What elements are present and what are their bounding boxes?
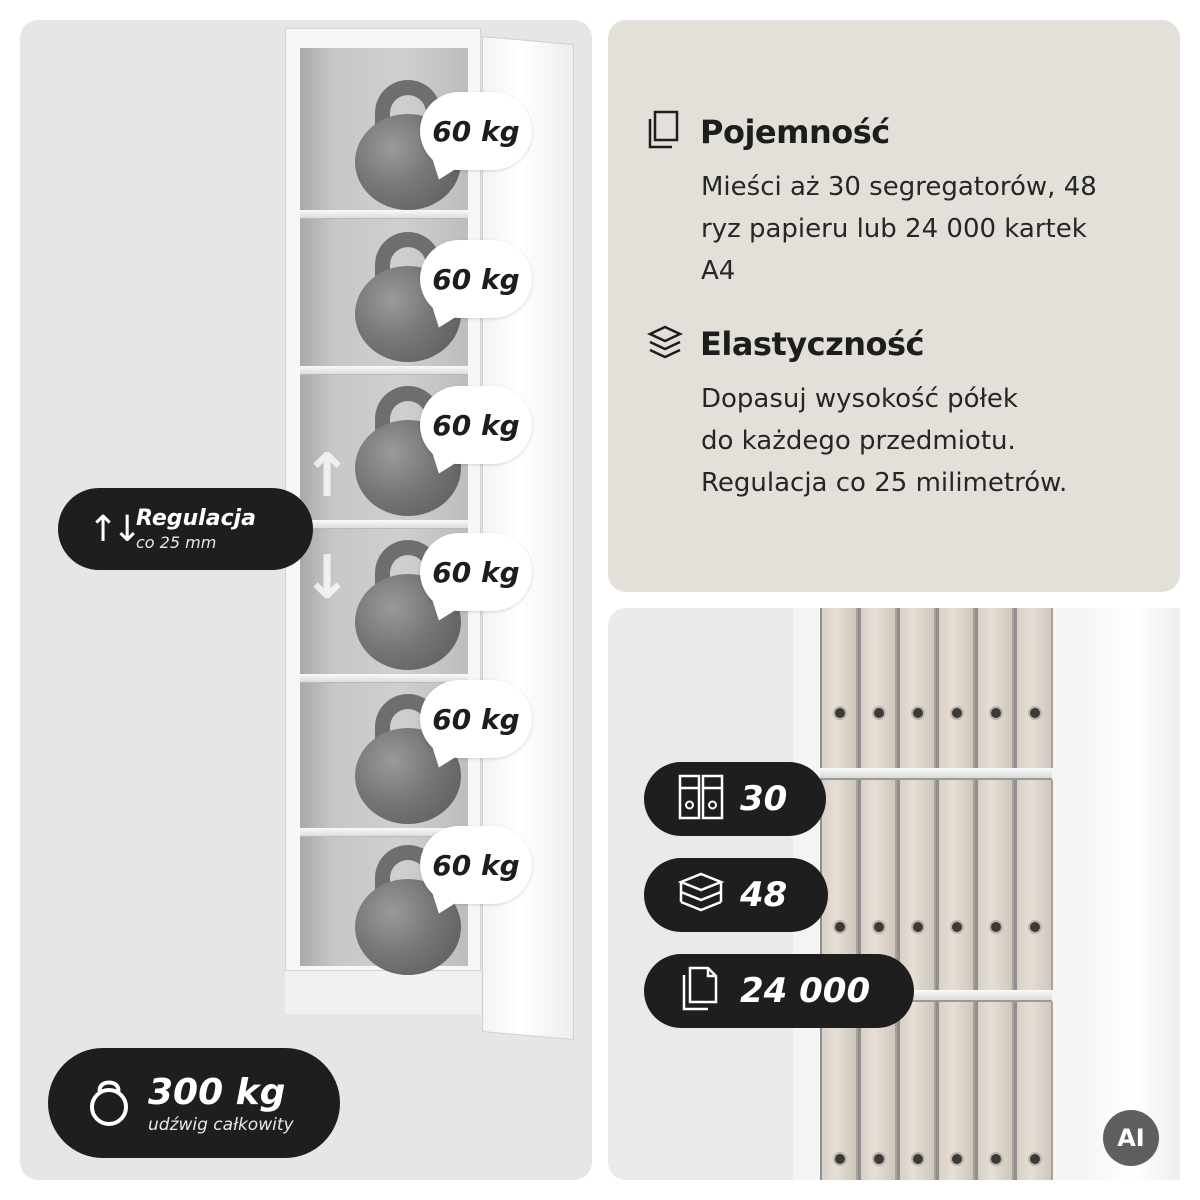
- feature-text-line: Regulacja co 25 milimetrów.: [701, 468, 1068, 498]
- binder: [900, 780, 936, 990]
- binder-ring-hole: [1028, 706, 1042, 720]
- binder-ring-hole: [950, 706, 964, 720]
- binder-ring-hole: [989, 1152, 1003, 1166]
- binder-ring-hole: [989, 706, 1003, 720]
- binder: [939, 780, 975, 990]
- shelf-load-label: 60 kg: [420, 240, 532, 318]
- stat-sheets-value: 24 000: [740, 971, 871, 1011]
- feature-text-line: Mieści aż 30 segregatorów, 48: [701, 172, 1097, 202]
- binder-ring-hole: [1028, 1152, 1042, 1166]
- feature-text-line: A4: [701, 256, 736, 286]
- shelf-load-label: 60 kg: [420, 92, 532, 170]
- binder-ring-hole: [833, 920, 847, 934]
- binder-ring-hole: [833, 706, 847, 720]
- regulation-title: Regulacja: [136, 506, 256, 531]
- cabinet-base: [285, 970, 481, 1014]
- binder-ring-hole: [1028, 920, 1042, 934]
- regulation-pill: [58, 488, 313, 570]
- shelf-load-label: 60 kg: [420, 680, 532, 758]
- kettlebell-icon: [86, 1075, 148, 1131]
- binder: [1017, 608, 1053, 768]
- paper-reams-icon: [676, 868, 726, 922]
- binder: [978, 1002, 1014, 1180]
- stat-reams-value: 48: [740, 875, 788, 915]
- stat-binders-pill: [644, 762, 826, 836]
- feature-capacity: [646, 110, 1097, 292]
- arrow-up-icon: ↑: [302, 441, 353, 511]
- binder: [939, 608, 975, 768]
- binder: [1017, 780, 1053, 990]
- feature-text-line: ryz papieru lub 24 000 kartek: [701, 214, 1087, 244]
- feature-text-line: Dopasuj wysokość półek: [701, 384, 1018, 414]
- binder-ring-hole: [950, 920, 964, 934]
- binder-ring-hole: [950, 1152, 964, 1166]
- binder-ring-hole: [911, 706, 925, 720]
- feature-title: Elastyczność: [700, 325, 924, 363]
- shelf-load-label: 60 kg: [420, 826, 532, 904]
- arrow-down-icon: ↓: [302, 543, 353, 613]
- feature-description: [701, 378, 1067, 504]
- binder: [978, 608, 1014, 768]
- stacked-layers-icon: [646, 322, 684, 366]
- feature-description: [701, 166, 1097, 292]
- binder: [861, 608, 897, 768]
- feature-flexibility: [646, 322, 1067, 504]
- binder: [939, 1002, 975, 1180]
- shelf-board: [300, 366, 468, 375]
- features-panel: [608, 20, 1180, 592]
- shelf-board: [300, 210, 468, 219]
- binder: [900, 1002, 936, 1180]
- binder-ring-hole: [872, 920, 886, 934]
- stat-binders-value: 30: [740, 779, 788, 819]
- binder: [1017, 1002, 1053, 1180]
- total-capacity-value: 300 kg: [148, 1071, 286, 1113]
- binder: [900, 608, 936, 768]
- binders-icon: [676, 772, 726, 826]
- feature-text-line: do każdego przedmiotu.: [701, 426, 1016, 456]
- shelf-board: [300, 520, 468, 529]
- shelf-board: [300, 674, 468, 683]
- binder: [822, 1002, 858, 1180]
- shelf-board: [820, 768, 1052, 780]
- feature-title: Pojemność: [700, 113, 890, 151]
- binder: [978, 780, 1014, 990]
- binder-ring-hole: [911, 920, 925, 934]
- documents-icon: [646, 110, 684, 154]
- binder-cabinet-door: [1088, 608, 1180, 1180]
- binder: [822, 608, 858, 768]
- shelf-load-label: 60 kg: [420, 386, 532, 464]
- binder-ring-hole: [872, 1152, 886, 1166]
- regulation-subtitle: co 25 mm: [136, 533, 217, 552]
- total-capacity-subtitle: udźwig całkowity: [148, 1114, 294, 1135]
- binder-ring-hole: [833, 1152, 847, 1166]
- shelf-load-label: 60 kg: [420, 533, 532, 611]
- binder: [861, 1002, 897, 1180]
- total-capacity-pill: [48, 1048, 340, 1158]
- binder-ring-hole: [911, 1152, 925, 1166]
- binder-ring-hole: [989, 920, 1003, 934]
- sheets-icon: [676, 964, 726, 1018]
- ai-badge: AI: [1103, 1110, 1159, 1166]
- stat-reams-pill: [644, 858, 828, 932]
- stat-sheets-pill: [644, 954, 914, 1028]
- binder-ring-hole: [872, 706, 886, 720]
- arrows-up-down-icon: ↑↓: [88, 508, 137, 550]
